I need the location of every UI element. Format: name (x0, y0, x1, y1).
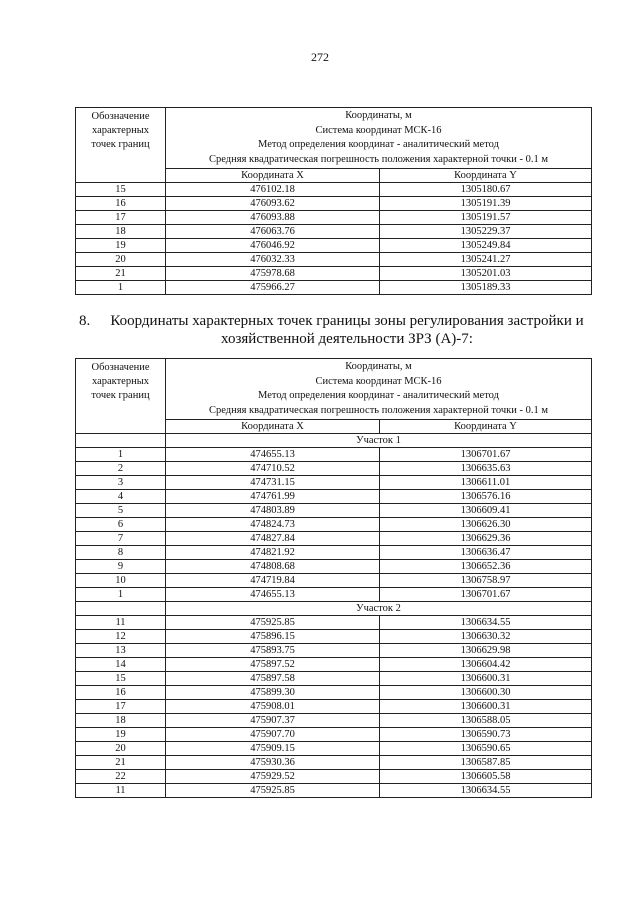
point-label-cell: 19 (76, 239, 166, 253)
point-label-cell: 2 (76, 462, 166, 476)
coordinate-y-cell: 1306609.41 (380, 504, 592, 518)
table-row (76, 784, 592, 798)
table-row (76, 532, 592, 546)
point-label-cell: 21 (76, 267, 166, 281)
coordinate-y-cell: 1305201.03 (380, 267, 592, 281)
coordinate-x-cell: 476093.88 (166, 211, 380, 225)
coordinate-y-cell: 1305229.37 (380, 225, 592, 239)
table-row (76, 504, 592, 518)
table-1-body (76, 108, 592, 295)
coordinate-x-cell: 474731.15 (166, 476, 380, 490)
table-row (76, 714, 592, 728)
point-label-cell: 1 (76, 588, 166, 602)
coordinate-x-cell: 476093.62 (166, 197, 380, 211)
coordinate-y-cell: 1306701.67 (380, 448, 592, 462)
coordinate-y-cell: 1305241.27 (380, 253, 592, 267)
table-row (76, 686, 592, 700)
point-label-cell: 7 (76, 532, 166, 546)
point-label-cell: 17 (76, 700, 166, 714)
coordinate-y-cell: 1306626.30 (380, 518, 592, 532)
coordinate-x-cell: 475966.27 (166, 281, 380, 295)
coordinate-x-cell: 475893.75 (166, 644, 380, 658)
coordinate-y-cell: 1305249.84 (380, 239, 592, 253)
coordinate-y-cell: 1306605.58 (380, 770, 592, 784)
coordinate-y-cell: 1306629.36 (380, 532, 592, 546)
coordinate-x-cell: 475978.68 (166, 267, 380, 281)
table-row (76, 281, 592, 295)
coordinate-x-cell: 475907.37 (166, 714, 380, 728)
coordinate-x-cell: 474710.52 (166, 462, 380, 476)
table-row (76, 574, 592, 588)
y-column-header: Координата Y (380, 420, 592, 434)
table-row (76, 518, 592, 532)
point-label-header: Обозначение характерных точек границ (76, 359, 166, 434)
point-label-cell: 10 (76, 574, 166, 588)
point-label-cell: 1 (76, 448, 166, 462)
table-row (76, 770, 592, 784)
table-row (76, 462, 592, 476)
coordinate-y-cell: 1306701.67 (380, 588, 592, 602)
coordinate-y-cell: 1306758.97 (380, 574, 592, 588)
point-label-cell: 22 (76, 770, 166, 784)
coordinate-x-cell: 475925.85 (166, 616, 380, 630)
table-row (76, 476, 592, 490)
coordinate-y-cell: 1306611.01 (380, 476, 592, 490)
table-row (76, 211, 592, 225)
point-label-cell: 20 (76, 742, 166, 756)
y-column-header: Координата Y (380, 169, 592, 183)
table-row (76, 267, 592, 281)
section-title-line-1: Координаты характерных точек границы зоны регулирования застройки и (110, 313, 584, 329)
coordinate-x-cell: 474824.73 (166, 518, 380, 532)
table-row (76, 183, 592, 197)
point-label-cell: 11 (76, 784, 166, 798)
coordinate-x-cell: 475896.15 (166, 630, 380, 644)
point-label-cell: 21 (76, 756, 166, 770)
coordinate-y-cell: 1306635.63 (380, 462, 592, 476)
coordinate-y-cell: 1305191.57 (380, 211, 592, 225)
coordinate-x-cell: 474655.13 (166, 448, 380, 462)
coordinate-y-cell: 1305189.33 (380, 281, 592, 295)
coordinate-x-cell: 474761.99 (166, 490, 380, 504)
table-row (76, 239, 592, 253)
point-label-cell: 12 (76, 630, 166, 644)
coordinate-x-cell: 475929.52 (166, 770, 380, 784)
table-row (76, 672, 592, 686)
point-label-cell: 8 (76, 546, 166, 560)
coordinate-x-cell: 475925.85 (166, 784, 380, 798)
coordinate-y-cell: 1305180.67 (380, 183, 592, 197)
section-title-line-2: хозяйственной деятельности ЗРЗ (А)-7: (221, 331, 473, 347)
coordinate-y-cell: 1306588.05 (380, 714, 592, 728)
coordinate-y-cell: 1306634.55 (380, 616, 592, 630)
point-label-cell: 1 (76, 281, 166, 295)
section-heading (75, 312, 591, 348)
coordinate-x-cell: 475908.01 (166, 700, 380, 714)
table-row (76, 728, 592, 742)
point-label-cell: 4 (76, 490, 166, 504)
coordinate-x-cell: 475907.70 (166, 728, 380, 742)
point-label-cell: 19 (76, 728, 166, 742)
point-label-cell: 14 (76, 658, 166, 672)
table-row (76, 658, 592, 672)
coordinate-y-cell: 1306634.55 (380, 784, 592, 798)
table-row (76, 225, 592, 239)
coordinate-y-cell: 1306590.65 (380, 742, 592, 756)
coordinate-y-cell: 1306600.31 (380, 700, 592, 714)
coordinate-x-cell: 474827.84 (166, 532, 380, 546)
point-label-cell: 18 (76, 714, 166, 728)
coordinates-header: Координаты, м Система координат МСК-16 Метод определения координат - аналитический метод Средняя квадратическая погрешность положения характерной точки - 0.1 м (166, 359, 592, 420)
coordinates-header: Координаты, м Система координат МСК-16 Метод определения координат - аналитический метод Средняя квадратическая погрешность положения характерной точки - 0.1 м (166, 108, 592, 169)
page-number: 272 (311, 50, 329, 64)
coordinate-y-cell: 1306600.31 (380, 672, 592, 686)
part-label: Участок 2 (166, 602, 592, 616)
point-label-cell: 13 (76, 644, 166, 658)
coordinate-x-cell: 475897.58 (166, 672, 380, 686)
coordinate-x-cell: 474808.68 (166, 560, 380, 574)
part-label-blank-cell (76, 434, 166, 448)
section-number: 8. (79, 313, 91, 329)
point-label-cell: 18 (76, 225, 166, 239)
coordinate-y-cell: 1306604.42 (380, 658, 592, 672)
table-2-header-row (76, 359, 592, 420)
part-label: Участок 1 (166, 434, 592, 448)
point-label-cell: 11 (76, 616, 166, 630)
coordinate-x-cell: 475899.30 (166, 686, 380, 700)
table-row (76, 700, 592, 714)
point-label-cell: 9 (76, 560, 166, 574)
point-label-header: Обозначение характерных точек границ (76, 108, 166, 183)
coordinate-x-cell: 476102.18 (166, 183, 380, 197)
part-label-blank-cell (76, 602, 166, 616)
coordinate-x-cell: 476063.76 (166, 225, 380, 239)
coordinate-y-cell: 1306629.98 (380, 644, 592, 658)
part-label-row (76, 602, 592, 616)
table-row (76, 490, 592, 504)
point-label-cell: 5 (76, 504, 166, 518)
table-row (76, 546, 592, 560)
coordinate-y-cell: 1306600.30 (380, 686, 592, 700)
x-column-header: Координата X (166, 169, 380, 183)
point-label-cell: 15 (76, 183, 166, 197)
coordinate-y-cell: 1305191.39 (380, 197, 592, 211)
coordinate-x-cell: 474821.92 (166, 546, 380, 560)
point-label-cell: 20 (76, 253, 166, 267)
coordinate-y-cell: 1306587.85 (380, 756, 592, 770)
coordinate-x-cell: 474803.89 (166, 504, 380, 518)
table-row (76, 588, 592, 602)
coordinates-table-1 (75, 107, 592, 295)
table-1-header-row (76, 108, 592, 169)
table-row (76, 197, 592, 211)
table-row (76, 448, 592, 462)
coordinate-y-cell: 1306636.47 (380, 546, 592, 560)
table-row (76, 253, 592, 267)
point-label-cell: 6 (76, 518, 166, 532)
table-row (76, 630, 592, 644)
coordinate-x-cell: 475930.36 (166, 756, 380, 770)
table-2-body (76, 359, 592, 798)
table-row (76, 644, 592, 658)
coordinate-y-cell: 1306652.36 (380, 560, 592, 574)
table-row (76, 742, 592, 756)
table-row (76, 616, 592, 630)
coordinate-y-cell: 1306590.73 (380, 728, 592, 742)
point-label-cell: 16 (76, 686, 166, 700)
point-label-cell: 16 (76, 197, 166, 211)
coordinate-x-cell: 475909.15 (166, 742, 380, 756)
coordinate-x-cell: 474719.84 (166, 574, 380, 588)
table-row (76, 560, 592, 574)
coordinate-y-cell: 1306630.32 (380, 630, 592, 644)
point-label-cell: 15 (76, 672, 166, 686)
coordinate-y-cell: 1306576.16 (380, 490, 592, 504)
point-label-cell: 3 (76, 476, 166, 490)
coordinate-x-cell: 475897.52 (166, 658, 380, 672)
point-label-cell: 17 (76, 211, 166, 225)
table-row (76, 756, 592, 770)
coordinates-table-2 (75, 358, 592, 798)
x-column-header: Координата X (166, 420, 380, 434)
part-label-row (76, 434, 592, 448)
coordinate-x-cell: 474655.13 (166, 588, 380, 602)
coordinate-x-cell: 476046.92 (166, 239, 380, 253)
coordinate-x-cell: 476032.33 (166, 253, 380, 267)
